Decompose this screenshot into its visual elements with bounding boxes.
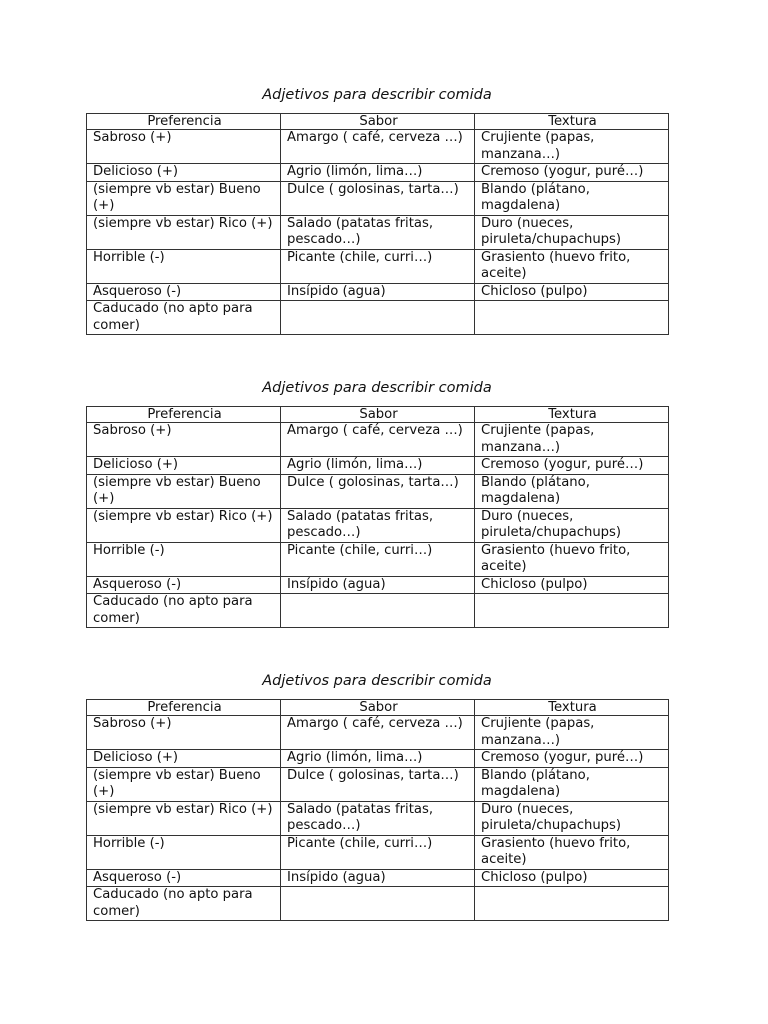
header-sabor: Sabor: [281, 114, 475, 130]
cell-sabor: Salado (patatas fritas, pescado…): [281, 801, 475, 835]
table-row: [87, 457, 669, 475]
table-row: [87, 164, 669, 182]
header-sabor: Sabor: [281, 407, 475, 423]
cell-sabor: Picante (chile, curri…): [281, 835, 475, 869]
table-row: [87, 542, 669, 576]
table-row: [87, 576, 669, 594]
cell-preferencia: Sabroso (+): [87, 716, 281, 750]
cell-sabor: Picante (chile, curri…): [281, 249, 475, 283]
cell-textura: Chicloso (pulpo): [475, 576, 669, 594]
adjectives-block: [86, 379, 668, 628]
cell-textura: Cremoso (yogur, puré…): [475, 457, 669, 475]
cell-preferencia: (siempre vb estar) Bueno (+): [87, 767, 281, 801]
cell-textura: Blando (plátano, magdalena): [475, 181, 669, 215]
cell-sabor: Agrio (limón, lima…): [281, 750, 475, 768]
cell-sabor: Dulce ( golosinas, tarta…): [281, 767, 475, 801]
cell-preferencia: (siempre vb estar) Rico (+): [87, 215, 281, 249]
cell-preferencia: Delicioso (+): [87, 164, 281, 182]
table-row: [87, 130, 669, 164]
header-preferencia: Preferencia: [87, 407, 281, 423]
cell-sabor: [281, 594, 475, 628]
cell-preferencia: Asqueroso (-): [87, 869, 281, 887]
cell-textura: Blando (plátano, magdalena): [475, 474, 669, 508]
cell-textura: Duro (nueces, piruleta/chupachups): [475, 215, 669, 249]
cell-preferencia: Caducado (no apto para comer): [87, 887, 281, 921]
cell-preferencia: Horrible (-): [87, 249, 281, 283]
cell-textura: Duro (nueces, piruleta/chupachups): [475, 801, 669, 835]
cell-textura: [475, 301, 669, 335]
cell-sabor: [281, 301, 475, 335]
cell-textura: Chicloso (pulpo): [475, 283, 669, 301]
cell-sabor: Salado (patatas fritas, pescado…): [281, 215, 475, 249]
adjectives-table: [86, 699, 669, 921]
table-row: [87, 750, 669, 768]
header-row: [87, 700, 669, 716]
table-row: [87, 474, 669, 508]
cell-sabor: Salado (patatas fritas, pescado…): [281, 508, 475, 542]
cell-textura: [475, 594, 669, 628]
cell-sabor: Insípido (agua): [281, 283, 475, 301]
cell-textura: Duro (nueces, piruleta/chupachups): [475, 508, 669, 542]
cell-preferencia: Delicioso (+): [87, 750, 281, 768]
cell-textura: Crujiente (papas, manzana…): [475, 423, 669, 457]
block-title: Adjetivos para describir comida: [262, 87, 492, 103]
header-row: [87, 407, 669, 423]
cell-preferencia: Horrible (-): [87, 542, 281, 576]
adjectives-table: [86, 113, 669, 335]
cell-preferencia: Caducado (no apto para comer): [87, 594, 281, 628]
cell-textura: Cremoso (yogur, puré…): [475, 750, 669, 768]
cell-sabor: Amargo ( café, cerveza …): [281, 423, 475, 457]
table-row: [87, 594, 669, 628]
table-row: [87, 869, 669, 887]
header-sabor: Sabor: [281, 700, 475, 716]
header-textura: Textura: [475, 407, 669, 423]
table-row: [87, 283, 669, 301]
cell-preferencia: Asqueroso (-): [87, 283, 281, 301]
cell-textura: Grasiento (huevo frito, aceite): [475, 542, 669, 576]
cell-preferencia: Sabroso (+): [87, 423, 281, 457]
cell-preferencia: (siempre vb estar) Rico (+): [87, 801, 281, 835]
table-row: [87, 249, 669, 283]
cell-preferencia: (siempre vb estar) Rico (+): [87, 508, 281, 542]
header-preferencia: Preferencia: [87, 700, 281, 716]
cell-preferencia: Asqueroso (-): [87, 576, 281, 594]
cell-sabor: Insípido (agua): [281, 576, 475, 594]
block-title: Adjetivos para describir comida: [262, 673, 492, 689]
cell-textura: Grasiento (huevo frito, aceite): [475, 835, 669, 869]
table-row: [87, 181, 669, 215]
table-row: [87, 801, 669, 835]
cell-preferencia: Delicioso (+): [87, 457, 281, 475]
cell-sabor: Dulce ( golosinas, tarta…): [281, 474, 475, 508]
table-row: [87, 716, 669, 750]
cell-preferencia: Sabroso (+): [87, 130, 281, 164]
cell-sabor: Dulce ( golosinas, tarta…): [281, 181, 475, 215]
cell-textura: Grasiento (huevo frito, aceite): [475, 249, 669, 283]
cell-textura: Crujiente (papas, manzana…): [475, 716, 669, 750]
table-row: [87, 887, 669, 921]
table-row: [87, 423, 669, 457]
cell-preferencia: (siempre vb estar) Bueno (+): [87, 181, 281, 215]
table-row: [87, 508, 669, 542]
cell-sabor: Picante (chile, curri…): [281, 542, 475, 576]
table-row: [87, 215, 669, 249]
table-row: [87, 301, 669, 335]
cell-textura: Cremoso (yogur, puré…): [475, 164, 669, 182]
cell-sabor: Insípido (agua): [281, 869, 475, 887]
cell-textura: [475, 887, 669, 921]
header-preferencia: Preferencia: [87, 114, 281, 130]
table-row: [87, 767, 669, 801]
header-textura: Textura: [475, 700, 669, 716]
cell-preferencia: Caducado (no apto para comer): [87, 301, 281, 335]
adjectives-table: [86, 406, 669, 628]
adjectives-block: [86, 86, 668, 335]
cell-preferencia: Horrible (-): [87, 835, 281, 869]
header-textura: Textura: [475, 114, 669, 130]
cell-textura: Crujiente (papas, manzana…): [475, 130, 669, 164]
adjectives-block: [86, 672, 668, 921]
cell-sabor: Amargo ( café, cerveza …): [281, 716, 475, 750]
cell-preferencia: (siempre vb estar) Bueno (+): [87, 474, 281, 508]
block-title: Adjetivos para describir comida: [262, 380, 492, 396]
table-row: [87, 835, 669, 869]
cell-sabor: [281, 887, 475, 921]
header-row: [87, 114, 669, 130]
cell-textura: Chicloso (pulpo): [475, 869, 669, 887]
cell-textura: Blando (plátano, magdalena): [475, 767, 669, 801]
cell-sabor: Amargo ( café, cerveza …): [281, 130, 475, 164]
cell-sabor: Agrio (limón, lima…): [281, 457, 475, 475]
cell-sabor: Agrio (limón, lima…): [281, 164, 475, 182]
